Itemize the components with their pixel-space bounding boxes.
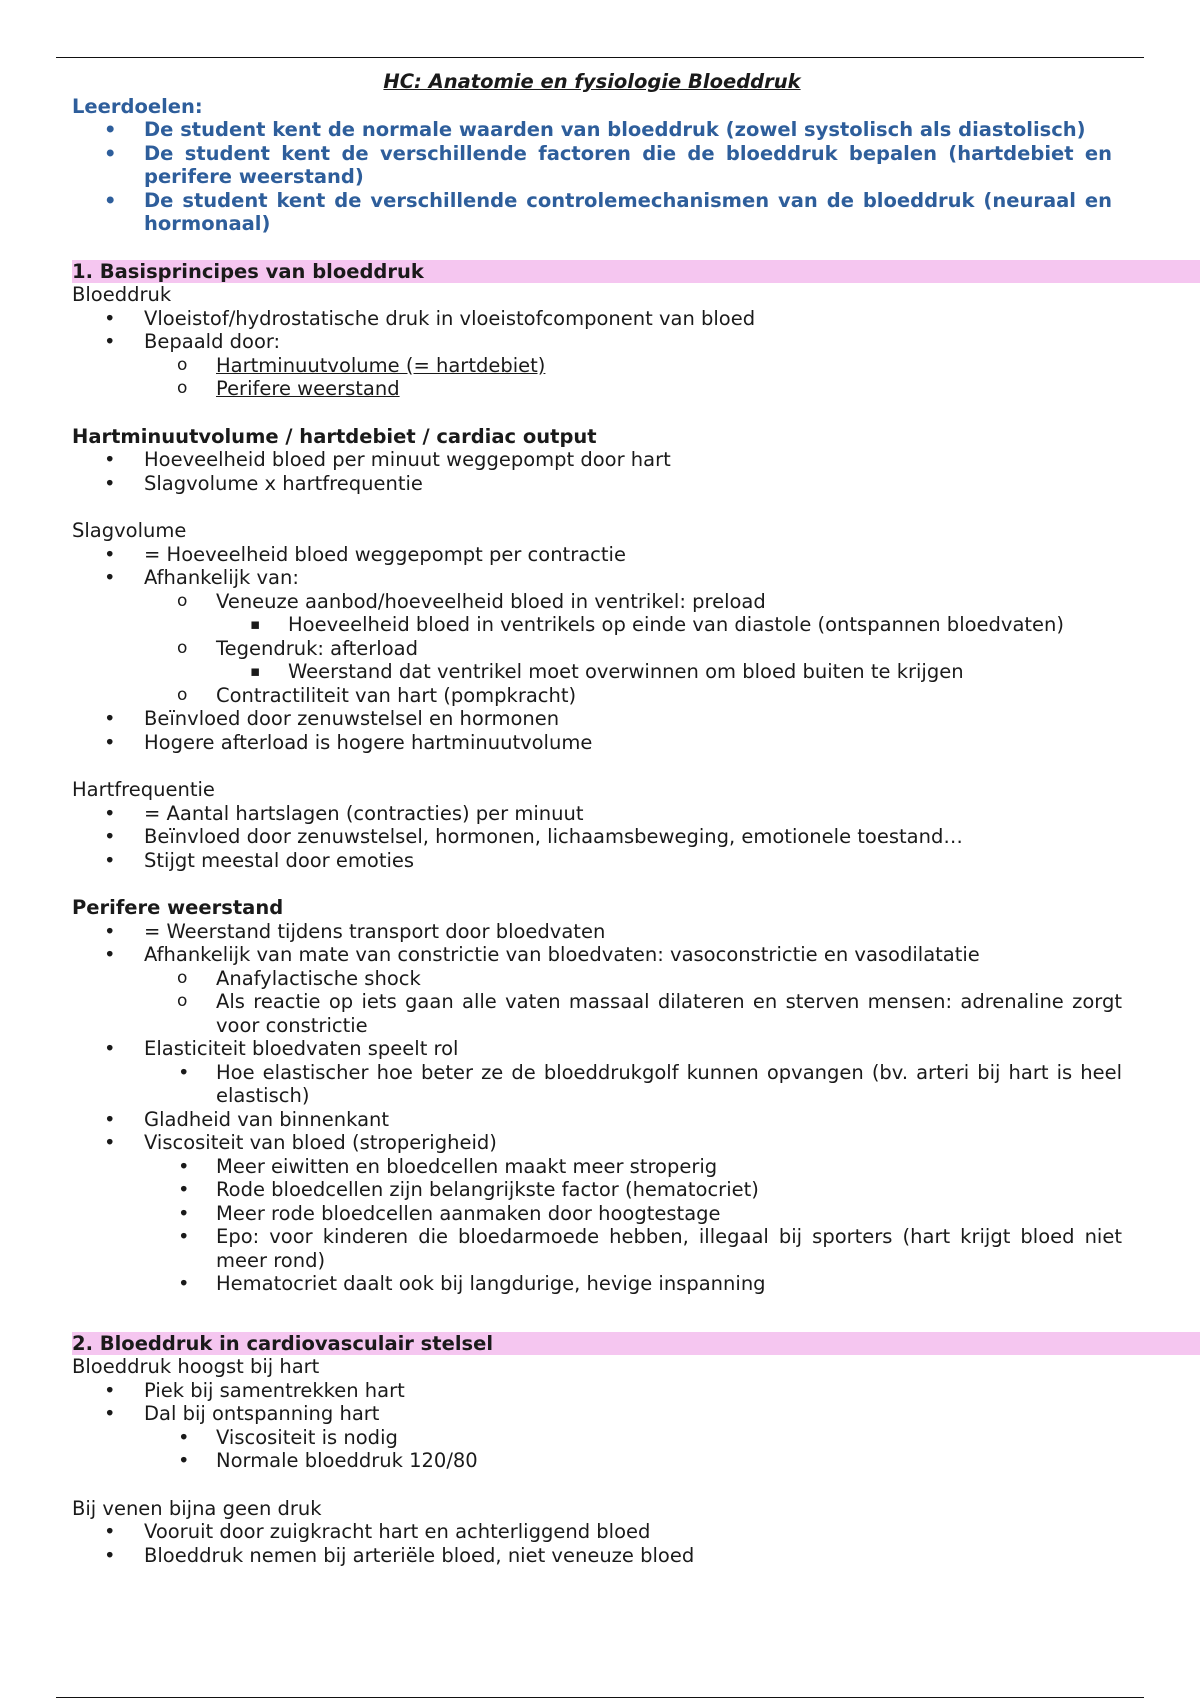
learning-goal-item: • De student kent de verschillende controlemechanismen van de bloeddruk (neuraal en hormonaal) [72,189,1112,236]
list-item [72,1037,1122,1108]
venen-list [72,1520,1122,1567]
underlined-term: Hartminuutvolume (= hartdebiet) [216,353,546,377]
sublist-item: • Normale bloeddruk 120/80 [144,1449,1122,1473]
list-item: • Gladheid van binnenkant [72,1108,1122,1132]
subsublist [216,660,1122,684]
list-item: • Hogere afterload is hogere hartminuutvolume [72,731,1122,755]
list-item: • Slagvolume x hartfrequentie [72,472,1122,496]
list-item-text: Afhankelijk van: [144,566,299,589]
section-heading-1: 1. Basisprincipes van bloeddruk [72,260,1200,284]
perifere-list [72,920,1122,1296]
sublist-item: • Meer rode bloedcellen aanmaken door hoogtestage [144,1202,1122,1226]
sublist [144,1155,1122,1296]
sublist-item: • Hematocriet daalt ook bij langdurige, hevige inspanning [144,1272,1122,1296]
list-item: • Vooruit door zuigkracht hart en achterliggend bloed [72,1520,1122,1544]
bloeddruk-list [72,307,1122,401]
subsublist-item: ▪ Weerstand dat ventrikel moet overwinnen om bloed buiten te krijgen [216,660,1122,684]
list-item: • Hoeveelheid bloed per minuut weggepompt door hart [72,448,1122,472]
sublist-item-text: Veneuze aanbod/hoeveelheid bloed in ventrikel: preload [216,589,766,613]
list-item: • Piek bij samentrekken hart [72,1379,1122,1403]
sublist-item [144,377,1122,401]
sublist [144,1061,1122,1108]
hart-label: Bloeddruk hoogst bij hart [72,1355,320,1378]
hmv-heading: Hartminuutvolume / hartdebiet / cardiac output [72,424,597,448]
list-item [72,566,1122,707]
list-item-text: Viscositeit van bloed (stroperigheid) [144,1131,497,1154]
list-item: • = Hoeveelheid bloed weggepompt per contractie [72,543,1122,567]
list-item: • Beïnvloed door zenuwstelsel, hormonen, lichaamsbeweging, emotionele toestand… [72,825,1122,849]
slagvolume-label: Slagvolume [72,519,187,542]
list-item: • Bloeddruk nemen bij arteriële bloed, niet veneuze bloed [72,1544,1122,1568]
subsublist-item: ▪ Hoeveelheid bloed in ventrikels op einde van diastole (ontspannen bloedvaten) [216,613,1122,637]
list-item-text: Elasticiteit bloedvaten speelt rol [144,1037,459,1060]
sublist-item: • Hoe elastischer hoe beter ze de bloeddrukgolf kunnen opvangen (bv. arteri bij hart is heel elastisch) [144,1061,1122,1108]
learning-goal-item: • De student kent de verschillende factoren die de bloeddruk bepalen (hartdebiet en perifere weerstand) [72,142,1112,189]
sublist [144,354,1122,401]
sublist [144,967,1122,1038]
list-item-text: Dal bij ontspanning hart [144,1402,380,1425]
sublist-item: o Als reactie op iets gaan alle vaten massaal dilateren en sterven mensen: adrenaline zorgt voor constrictie [144,990,1122,1037]
list-item: • = Aantal hartslagen (contracties) per minuut [72,802,1122,826]
list-item [72,330,1122,401]
list-item [72,1131,1122,1296]
perifere-heading: Perifere weerstand [72,896,284,919]
subsublist [216,613,1122,637]
sublist-item: o Contractiliteit van hart (pompkracht) [144,684,1122,708]
list-item-text: Bepaald door: [144,330,281,353]
list-item-text: Afhankelijk van mate van constrictie van bloedvaten: vasoconstrictie en vasodilatatie [144,943,980,966]
list-item [72,943,1122,1037]
page-title: HC: Anatomie en fysiologie Bloeddruk [383,70,801,93]
sublist-item: o Anafylactische shock [144,967,1122,991]
sublist-item: • Epo: voor kinderen die bloedarmoede hebben, illegaal bij sporters (hart krijgt bloed niet meer rond) [144,1225,1122,1272]
list-item: • Vloeistof/hydrostatische druk in vloeistofcomponent van bloed [72,307,1122,331]
top-rule [56,57,1144,58]
sublist-item [144,637,1122,684]
slagvolume-list [72,543,1122,755]
document-page [72,70,1187,1567]
sublist-item [144,354,1122,378]
sublist-item-text: Tegendruk: afterload [216,636,418,660]
learning-goals-list [72,118,1112,236]
hart-list [72,1379,1122,1473]
list-item: • = Weerstand tijdens transport door bloedvaten [72,920,1122,944]
section-heading-2: 2. Bloeddruk in cardiovasculair stelsel [72,1332,1200,1356]
list-item: • Stijgt meestal door emoties [72,849,1122,873]
hartfrequentie-label: Hartfrequentie [72,778,215,801]
sublist [144,1426,1122,1473]
sublist-item: • Meer eiwitten en bloedcellen maakt meer stroperig [144,1155,1122,1179]
hartfrequentie-list [72,802,1122,873]
list-item [72,1402,1122,1473]
learning-goals-label: Leerdoelen: [72,94,203,118]
sublist-item [144,590,1122,637]
venen-label: Bij venen bijna geen druk [72,1496,322,1520]
bloeddruk-label: Bloeddruk [72,283,172,306]
learning-goal-item: • De student kent de normale waarden van bloeddruk (zowel systolisch als diastolisch) [72,118,1112,142]
sublist [144,590,1122,708]
sublist-item: • Viscositeit is nodig [144,1426,1122,1450]
list-item: • Beïnvloed door zenuwstelsel en hormonen [72,707,1122,731]
underlined-term: Perifere weerstand [216,377,400,400]
hmv-list [72,448,1122,495]
sublist-item: • Rode bloedcellen zijn belangrijkste factor (hematocriet) [144,1178,1122,1202]
bottom-rule [56,1697,1144,1698]
